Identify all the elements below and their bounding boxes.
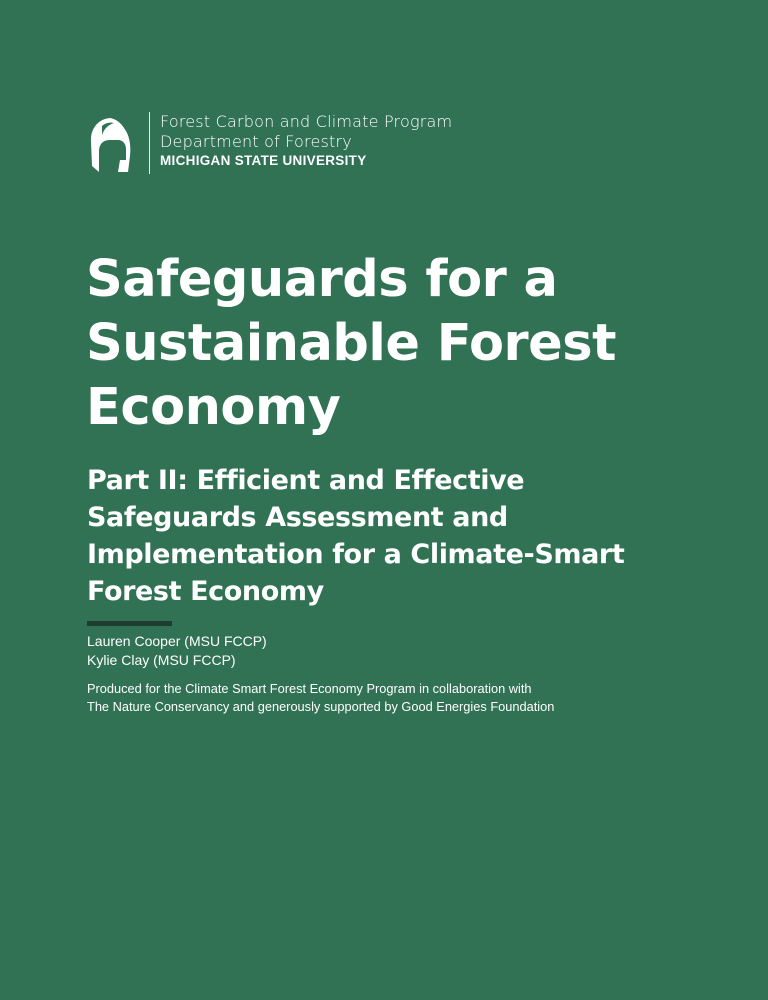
university-name: MICHIGAN STATE UNIVERSITY xyxy=(160,153,367,168)
title-line: Sustainable Forest xyxy=(86,314,617,373)
subtitle-line: Part II: Efficient and Effective xyxy=(87,465,525,496)
document-title xyxy=(86,248,686,440)
subtitle-line: Implementation for a Climate-Smart xyxy=(87,539,625,570)
author-name: Lauren Cooper (MSU FCCP) xyxy=(87,633,267,649)
department-name: Department of Forestry xyxy=(160,132,352,151)
program-name: Forest Carbon and Climate Program xyxy=(160,112,453,131)
title-line: Economy xyxy=(86,378,341,437)
logo-divider xyxy=(149,112,150,174)
author-name: Kylie Clay (MSU FCCP) xyxy=(87,652,236,668)
document-subtitle xyxy=(87,462,687,610)
credits-line: Produced for the Climate Smart Forest Economy Program in collaboration with xyxy=(87,681,532,696)
subtitle-line: Forest Economy xyxy=(87,576,324,607)
logo-text xyxy=(160,112,452,170)
accent-divider xyxy=(87,621,172,626)
credits-note xyxy=(87,680,554,716)
spartan-helmet-icon xyxy=(88,116,132,174)
msu-logo-block xyxy=(88,112,452,174)
title-line: Safeguards for a xyxy=(86,250,558,309)
author-list xyxy=(87,632,267,670)
subtitle-line: Safeguards Assessment and xyxy=(87,502,508,533)
credits-line: The Nature Conservancy and generously supported by Good Energies Foundation xyxy=(87,699,555,714)
